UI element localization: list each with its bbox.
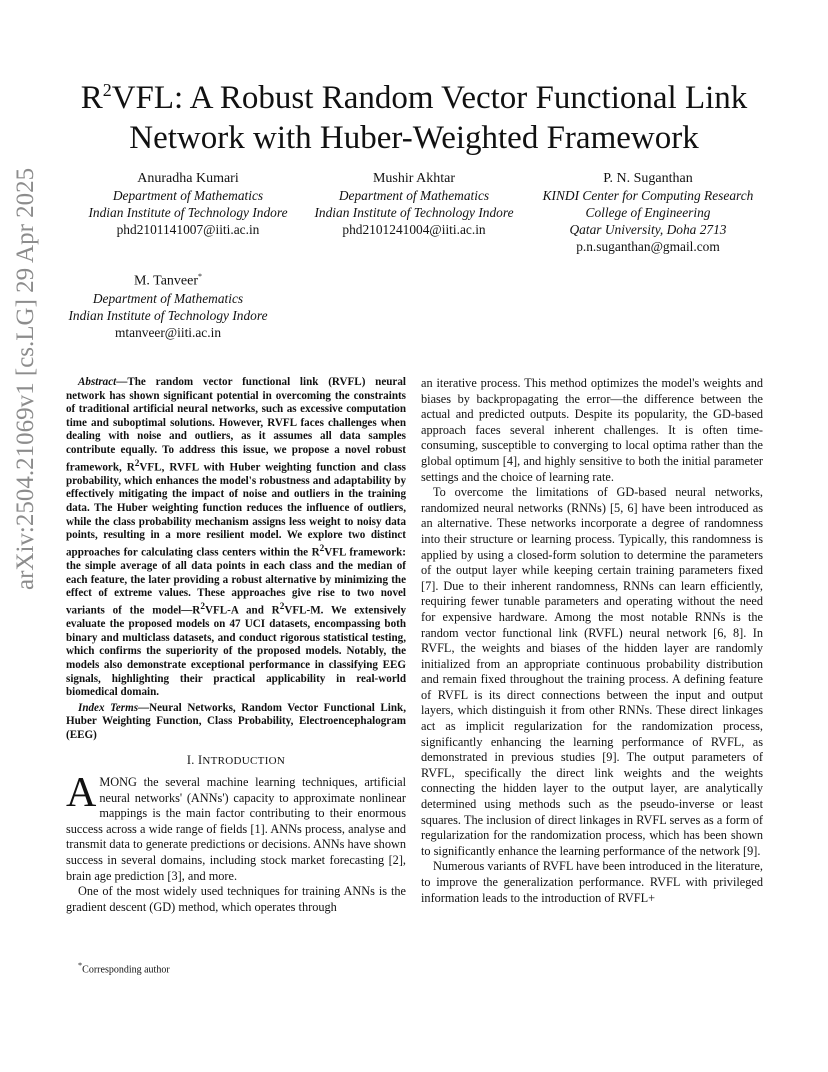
author-dept: Department of Mathematics [112, 188, 264, 203]
author-block-1 [68, 170, 308, 238]
corresponding-mark: * [198, 272, 203, 281]
page-title [60, 70, 768, 158]
intro-paragraph-2: One of the most widely used techniques for training ANNs is the gradient descent (GD) method, which operates through [66, 884, 406, 914]
author-email: mtanveer@iiti.ac.in [114, 324, 222, 340]
left-column [66, 376, 406, 915]
title-line-1: $R^2VFL$: A Robust Random Vector Functional Link [80, 80, 748, 116]
author-name: Mushir Akhtar [372, 171, 456, 186]
drop-cap: A [66, 770, 97, 817]
author-inst-2: Qatar University, Doha 2713 [569, 222, 727, 237]
author-name: P. N. Suganthan [603, 171, 693, 186]
author-inst: Indian Institute of Technology Indore [88, 205, 288, 220]
author-dept: Department of Mathematics [338, 188, 490, 203]
author-name: Anuradha Kumari [137, 171, 239, 186]
section-heading-introduction: I. INTRODUCTION [186, 752, 286, 767]
index-terms-label: Index Terms [78, 701, 139, 714]
author-email: phd2101141007@iiti.ac.in [116, 222, 260, 237]
author-inst: Indian Institute of Technology Indore [314, 205, 514, 220]
footnote: *Corresponding author [78, 961, 170, 976]
author-inst: College of Engineering [585, 205, 711, 220]
author-block-2 [294, 170, 534, 238]
abstract-label: Abstract [78, 376, 117, 388]
intro-paragraph-1: AMONG the several machine learning techniques, artificial neural networks' (ANNs') capacity to approximate nonlinear mappings is the main factor contributing to their enormous success across a wide range of fields [1]. ANNs process, analyse and transmit data to generate predictions or decisions. ANNs have shown success in several domains, including stock market forecasting [2], brain age prediction [3], and more. [66, 770, 406, 883]
author-inst: Indian Institute of Technology Indore [68, 307, 268, 323]
index-terms: Index Terms—Neural Networks, Random Vector Functional Link, Huber Weighting Function, Class Probability, Electroencephalogram (EEG) [66, 701, 406, 741]
abstract: Abstract—The random vector functional link (RVFL) neural network has shown significant potential in overcoming the constraints of traditional artificial neural networks, such as excessive computation time and suboptimal solutions. However, RVFL faces challenges when dealing with noise and outliers, as it assumes all data samples contribute equally. To address this issue, we propose a novel robust framework, $R^2VFL$, RVFL with Huber weighting function and class probability, which enhances the model's robustness and adaptability by effectively mitigating the impact of noise and outliers in the training data. The Huber weighting function reduces the influence of outliers, while the class probability mechanism assigns less weight to noisy data points, resulting in a more resilient model. We explore two distinct approaches for calculating class centers within the $R^2VFL$ framework: the simple average of all data points in each class and the median of each feature, the later providing a robust alternative by minimizing the effect of extreme values. These approaches give rise to two novel variants of the $model—R^2VFL-A$ and $R^2VFL-M$. We extensively evaluate the proposed models on 47 UCI datasets, encompassing both binary and multiclass datasets, and conduct rigorous statistical testing, which confirms the superiority of the proposed models. Notably, the models also demonstrate exceptional performance in classifying EEG signals, highlighting their practical applicability in real-world biomedical domain. [66, 376, 407, 699]
arxiv-stamp: arXiv:2504.21069v1 [cs.LG] 29 Apr 2025 [12, 167, 39, 590]
author-name: M. Tanveer* [133, 272, 203, 289]
author-email: p.n.suganthan@gmail.com [576, 239, 720, 254]
right-column [421, 376, 763, 906]
author-email: phd2101241004@iiti.ac.in [342, 222, 486, 237]
author-block-4 [48, 268, 288, 341]
title-line-2: Network with Huber-Weighted Framework [129, 120, 699, 156]
body-paragraph-3: Numerous variants of RVFL have been introduced in the literature, to improve the generalization performance. RVFL with privileged information leads to the introduction of RVFL+ [421, 859, 763, 905]
author-dept: KINDI Center for Computing Research [542, 188, 754, 203]
body-paragraph-1: an iterative process. This method optimizes the model's weights and biases by backpropagating the error—the difference between the actual and predicted outputs. Despite its popularity, the GD-based approach faces several inherent challenges. It is often time-consuming, susceptible to converging to local optima rather than the global optimum [4], and highly sensitive to both the initial parameter settings and the choice of learning rate. [421, 376, 763, 484]
author-block-3 [520, 170, 776, 255]
author-dept: Department of Mathematics [92, 290, 244, 306]
body-paragraph-2: To overcome the limitations of GD-based neural networks, randomized neural networks (RNNs) [5, 6] have been introduced as an alternative. These networks incorporate a degree of randomness into their structure or learning process. Typically, this randomness is applied by using a closed-form solution to determine the parameters of the output layer while keeping certain training parameters fixed [7]. Due to their inherent randomness, RNNs can learn efficiently, requiring fewer tunable parameters and operating without the need for expensive hardware. Among the most notable RNNs is the random vector functional link (RVFL) neural network [6, 8]. In RVFL, the weights and biases of the hidden layer are randomly initialized from an appropriate continuous probability distribution and remain fixed throughout the training process. A defining feature of RVFL is its direct connections between the input and output layers, which distinguish it from other RNNs. These direct linkages act as implicit regularization for the randomization process, significantly enhancing the learning performance of RVFL, as demonstrated in previous studies [9]. The output parameters of RVFL, specifically the direct link weights and the weights connecting the hidden layer to the output layer, are analytically determined using methods such as the pseudo-inverse or least squares. The inclusion of direct linkages in RVFL serves as a form of regularization for the randomization process, which has been shown to significantly enhance the learning performance of the network [9]. [421, 485, 763, 858]
